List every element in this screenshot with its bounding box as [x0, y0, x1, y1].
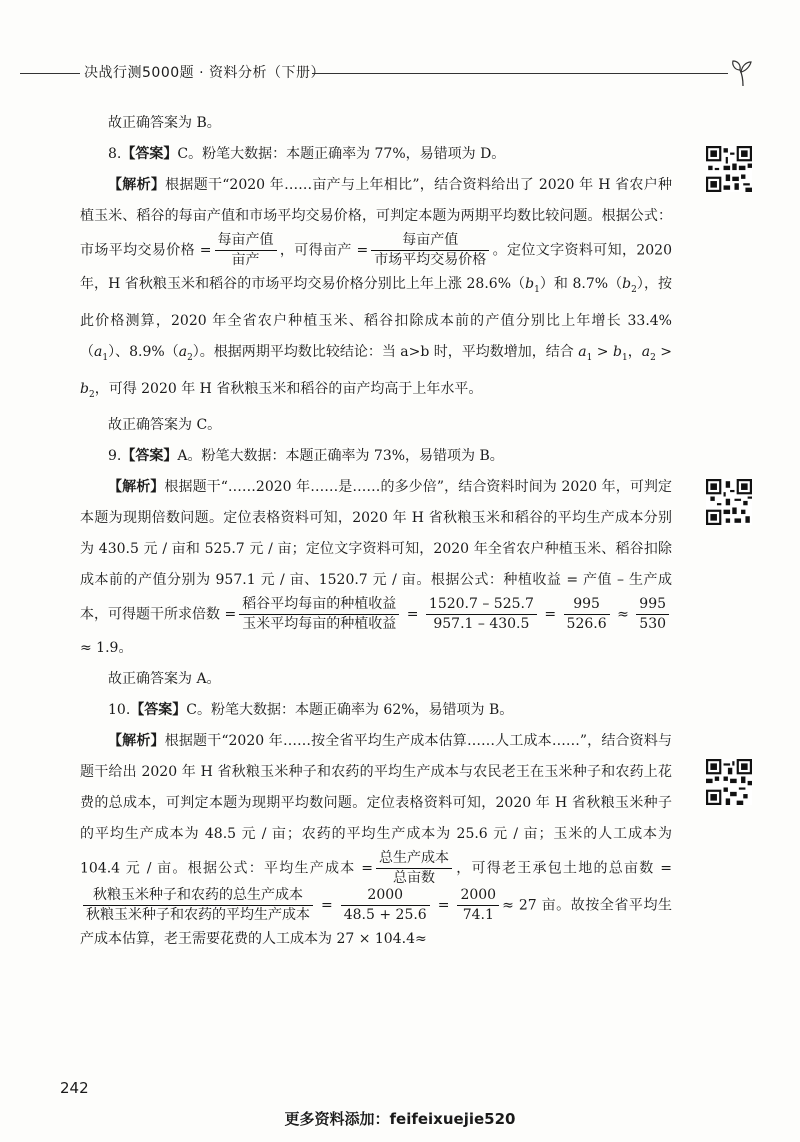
sprout-icon [730, 58, 756, 88]
analysis-text: ）、8.9%（ [108, 343, 179, 360]
subscript: 1 [621, 352, 628, 363]
subscript: 2 [650, 352, 656, 363]
qr-code-icon [706, 479, 752, 525]
variable: b [80, 380, 89, 397]
fraction-denominator: 74.1 [462, 907, 494, 924]
analysis-text: ，可得 2020 年 H 省秋粮玉米和稻谷的亩产均高于上年水平。 [94, 380, 483, 397]
question-number: 10. [108, 702, 131, 719]
analysis-text: ，可得老王承包土地的总亩数 = [454, 860, 673, 877]
fraction-numerator: 秋粮玉米种子和农药的总生产成本 [83, 887, 313, 906]
fraction [636, 596, 669, 633]
answer-line-10 [80, 695, 672, 726]
operator: ≈ [612, 606, 634, 623]
fraction-numerator: 2000 [341, 887, 430, 906]
fraction [371, 232, 489, 269]
fraction [83, 887, 313, 924]
analysis-text: ，可得亩产 = [279, 242, 369, 259]
book-title: 决战行测5000题 · 资料分析（下册） [84, 65, 325, 81]
running-header [0, 58, 800, 88]
fraction-numerator: 每亩产值 [371, 232, 489, 251]
analysis-text: 。定位文字资料可知，2020 年，H 省秋粮玉米和稻谷的市场平均交易价格分别比上年上涨 28.6%（ [80, 242, 672, 292]
page-number: 242 [60, 1079, 89, 1097]
page-body [80, 108, 672, 955]
analysis-9 [80, 472, 672, 664]
answer-line-8 [80, 139, 672, 170]
analysis-8 [80, 170, 672, 410]
punctuation: ， [627, 343, 642, 360]
qr-code-icon [706, 146, 752, 192]
answer-tag: 【答案】 [121, 448, 178, 465]
answer-tag: 【答案】 [130, 702, 187, 719]
analysis-tag: 【解析】 [108, 177, 166, 193]
qr-code-icon [706, 759, 752, 805]
header-rule-right [312, 73, 728, 74]
fraction [457, 887, 499, 924]
operator: = [432, 897, 455, 914]
analysis-10 [80, 726, 672, 955]
fraction [564, 596, 610, 633]
variable: a [178, 343, 188, 360]
fraction-numerator: 总生产成本 [376, 850, 452, 869]
fraction [376, 850, 452, 887]
fraction-denominator: 530 [639, 616, 667, 633]
subscript: 1 [534, 284, 540, 295]
analysis-text: ），按此价格测算，2020 年全省农户种植玉米、稻谷扣除成本前的产值分别比上年增长 33.4%（ [80, 276, 672, 360]
variable: b [613, 343, 622, 360]
operator: = [402, 606, 423, 623]
fraction-numerator: 每亩产值 [215, 232, 277, 251]
fraction-denominator: 玉米平均每亩的种植收益 [242, 616, 397, 633]
footer-contact: 更多资料添加：feifeixuejie520 [284, 1110, 516, 1128]
fraction-denominator: 秋粮玉米种子和农药的平均生产成本 [86, 907, 310, 924]
variable: a [94, 343, 103, 360]
fraction-numerator: 稻谷平均每亩的种植收益 [239, 596, 399, 615]
question-number: 8. [108, 146, 122, 162]
answer-text: C。粉笔大数据：本题正确率为 62%，易错项为 B。 [186, 702, 514, 719]
question-number: 9. [108, 448, 122, 465]
answer-tag: 【答案】 [121, 146, 178, 162]
subscript: 2 [88, 389, 95, 400]
analysis-tag: 【解析】 [108, 733, 165, 750]
operator: > [592, 343, 613, 360]
fraction-numerator: 995 [636, 596, 669, 615]
answer-line-9 [80, 441, 672, 472]
variable: b [622, 276, 632, 292]
analysis-text: 根据题干“2020 年……亩产与上年相比”，结合资料给出了 2020 年 H 省农户种植玉米、稻谷的每亩产值和市场平均交易价格，可判定本题为两期平均数比较问题。根据公式：市场平均交易价格 = [80, 177, 673, 259]
operator: = [539, 606, 561, 623]
fraction-denominator: 亩产 [231, 252, 260, 268]
fraction [341, 887, 430, 924]
fraction [426, 596, 537, 633]
subscript: 2 [631, 284, 637, 295]
fraction [239, 596, 399, 633]
operator: > [655, 343, 672, 360]
analysis-text: 根据题干“2020 年……按全省平均生产成本估算……人工成本……”，结合资料与题干给出 2020 年 H 省秋粮玉米种子和农药的平均生产成本与农民老王在玉米种子和农药上花费的总成本，可判定本题为现期平均数问题。定位表格资料可知，2020 年 H 省秋粮玉米种子的平均生产成本为 48.5 元 / 亩；农药的平均生产成本为 25.6 元 / 亩；玉米的人工成本为 104.4 元 / 亩。根据公式：平均生产成本 = [80, 733, 672, 877]
fraction-denominator: 48.5 + 25.6 [343, 907, 427, 924]
conclusion-8: 故正确答案为 C。 [108, 417, 222, 434]
fraction-numerator: 995 [564, 596, 610, 615]
analysis-text: ≈ 1.9。 [80, 640, 133, 657]
analysis-text: 根据题干“……2020 年……是……的多少倍”，结合资料时间为 2020 年，可判定本题为现期倍数问题。定位表格资料可知，2020 年 H 省秋粮玉米和稻谷的平均生产成本分别为 430.5 元 / 亩和 525.7 元 / 亩；定位文字资料可知，2020 年全省农户种植玉米、稻谷扣除成本前的产值分别为 957.1 元 / 亩、1520.7 元 / 亩。根据公式：种植收益 = 产值 – 生产成本，可得题干所求倍数 = [80, 479, 673, 623]
fraction-denominator: 957.1 – 430.5 [433, 616, 530, 633]
subscript: 1 [102, 352, 109, 363]
conclusion-7: 故正确答案为 B。 [108, 115, 221, 131]
conclusion-9: 故正确答案为 A。 [108, 671, 221, 688]
operator: = [316, 897, 338, 914]
subscript: 2 [187, 352, 193, 363]
fraction-denominator: 总亩数 [392, 870, 435, 887]
variable: b [525, 276, 535, 292]
subscript: 1 [586, 352, 593, 363]
answer-text: C。粉笔大数据：本题正确率为 77%，易错项为 D。 [177, 146, 506, 162]
variable: a [641, 343, 651, 360]
fraction-denominator: 526.6 [566, 616, 607, 633]
variable: a [578, 343, 587, 360]
fraction [215, 232, 277, 269]
fraction-numerator: 2000 [457, 887, 499, 906]
analysis-text: ）。根据两期平均数比较结论：当 a>b 时，平均数增加，结合 [192, 343, 574, 360]
fraction-numerator: 1520.7 – 525.7 [426, 596, 537, 615]
analysis-text: ）和 8.7%（ [539, 276, 623, 292]
answer-text: A。粉笔大数据：本题正确率为 73%，易错项为 B。 [177, 448, 504, 465]
analysis-tag: 【解析】 [108, 479, 165, 496]
analysis-text: ≈ 27 亩。故按全省平均生产成本估算，老王需要花费的人工成本为 27 × 104.4≈ [80, 897, 672, 948]
fraction-denominator: 市场平均交易价格 [374, 252, 487, 268]
header-rule-left [20, 73, 80, 74]
